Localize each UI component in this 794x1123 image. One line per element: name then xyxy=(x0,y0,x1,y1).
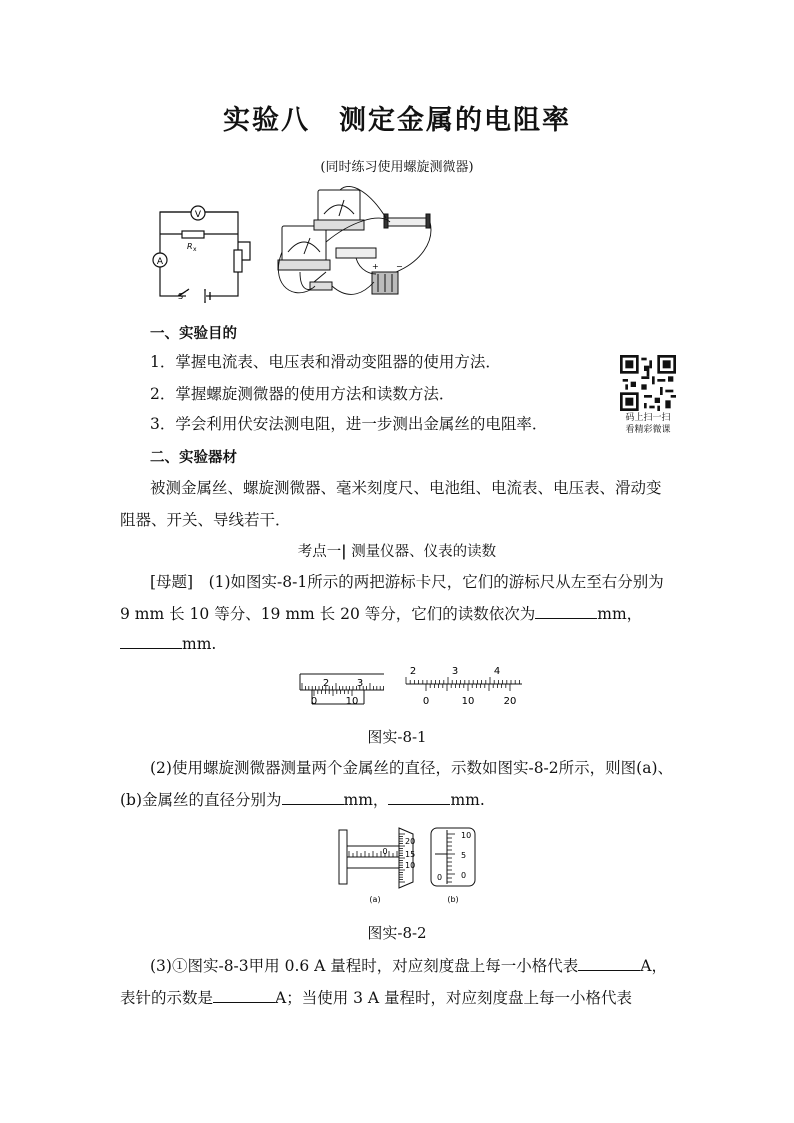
figure-8-1-caption: 图实-8-1 xyxy=(367,728,427,746)
kaodian-label: 考点一 xyxy=(297,544,342,560)
page-title: 实验八 测定金属的电阻率 xyxy=(223,105,571,136)
answer-blank-6[interactable] xyxy=(213,988,275,1003)
fig1-left-main-label-3: 3 xyxy=(356,678,364,689)
fig1-right-vernier-label-0: 0 xyxy=(422,696,430,707)
battery-plus: + xyxy=(372,262,379,271)
figure-8-2-caption: 图实-8-2 xyxy=(367,924,427,942)
answer-blank-2[interactable] xyxy=(120,634,182,649)
battery-minus: − xyxy=(396,262,403,271)
section2-text-line2: 阻器、开关、导线若干． xyxy=(120,511,291,529)
section1-item-1: 1．掌握电流表、电压表和滑动变阻器的使用方法． xyxy=(150,353,501,371)
answer-blank-3[interactable] xyxy=(282,790,344,805)
q3-line2-text-a: 表针的示数是 xyxy=(120,989,214,1007)
fig1-right-main-label-3: 3 xyxy=(451,666,459,677)
experiment-figure xyxy=(150,182,440,307)
fig2a-thimble-label-10: 10 xyxy=(405,861,416,870)
q3-line2-text-b: A；当使用 3 A 量程时，对应刻度盘上每一小格代表 xyxy=(275,989,633,1007)
fig1-left-main-label-2: 2 xyxy=(322,678,330,689)
q1-line3-unit: mm. xyxy=(182,635,217,653)
answer-blank-4[interactable] xyxy=(388,790,450,805)
fig2-label-b: (b) xyxy=(447,895,459,904)
resistor-symbol xyxy=(182,231,204,238)
q3-line1 xyxy=(150,956,667,976)
fig2b-thimble-label-5: 5 xyxy=(461,851,467,860)
kaodian-heading: 考点一| 测量仪器、仪表的读数 xyxy=(297,543,497,560)
q1-line2-text: 9 mm 长 10 等分、19 mm 长 20 等分，它们的读数依次为 xyxy=(120,605,536,623)
fig1-right-main-label-4: 4 xyxy=(493,666,501,677)
fig1-left-vernier-label-10: 10 xyxy=(345,696,359,707)
q3-line1-text: (3)①图实-8-3甲用 0.6 A 量程时，对应刻度盘上每一小格代表 xyxy=(150,957,579,975)
circuit-diagram xyxy=(160,212,238,296)
section1-item-3: 3．学会利用伏安法测电阻，进一步测出金属丝的电阻率． xyxy=(150,415,548,433)
q1-line3 xyxy=(120,634,216,654)
micrometer-figure xyxy=(335,824,485,908)
answer-blank-5[interactable] xyxy=(578,956,640,971)
fig2b-sleeve-label: 0 xyxy=(437,873,443,882)
kaodian-title: 测量仪器、仪表的读数 xyxy=(351,544,497,560)
section1-item-2: 2．掌握螺旋测微器的使用方法和读数方法． xyxy=(150,385,455,403)
page-subtitle: (同时练习使用螺旋测微器) xyxy=(320,160,474,175)
q1-line1: [母题] (1)如图实-8-1所示的两把游标卡尺，它们的游标尺从左至右分别为 xyxy=(150,573,664,591)
q2-line1: (2)使用螺旋测微器测量两个金属丝的直径，示数如图实-8-2所示，则图(a)、 xyxy=(150,759,673,777)
q3-line2 xyxy=(120,988,632,1008)
section2-heading: 二、实验器材 xyxy=(150,450,237,466)
q2-line2-unit-a: mm， xyxy=(343,791,389,809)
ammeter-label: A xyxy=(156,257,164,267)
fig2b-thimble-label-0: 0 xyxy=(461,871,467,880)
qr-caption-line2: 看精彩微课 xyxy=(625,425,671,435)
answer-blank-1[interactable] xyxy=(535,604,597,619)
q2-line2-unit-b: mm. xyxy=(450,791,485,809)
rheostat-symbol xyxy=(234,250,242,272)
fig1-right-main-label-2: 2 xyxy=(409,666,417,677)
voltmeter-label: V xyxy=(194,210,202,220)
section2-text-line1: 被测金属丝、螺旋测微器、毫米刻度尺、电池组、电流表、电压表、滑动变 xyxy=(150,479,662,497)
fig1-right-vernier-label-10: 10 xyxy=(461,696,475,707)
switch-label: S xyxy=(178,292,184,301)
fig2b-thimble-label-10: 10 xyxy=(461,831,472,840)
resistor-label: R xyxy=(187,242,193,251)
fig1-left-vernier-label-0: 0 xyxy=(310,696,318,707)
fig2-label-a: (a) xyxy=(369,895,381,904)
resistor-subscript: x xyxy=(193,246,197,253)
fig1-right-vernier-label-20: 20 xyxy=(503,696,517,707)
fig2a-thimble-label-15: 15 xyxy=(405,850,416,859)
q2-line2 xyxy=(120,790,485,810)
qr-code[interactable] xyxy=(620,355,676,411)
vernier-caliper-figure xyxy=(298,664,528,708)
q3-line1-unit: A， xyxy=(640,957,667,975)
q1-line2-unit: mm， xyxy=(597,605,643,623)
fig2a-thimble-label-20: 20 xyxy=(405,837,416,846)
section1-heading: 一、实验目的 xyxy=(150,326,237,342)
fig2a-sleeve-label: 0 xyxy=(382,847,388,856)
qr-caption-line1: 码上扫一扫 xyxy=(625,413,671,423)
q1-line2 xyxy=(120,604,642,624)
q2-line2-text: (b)金属丝的直径分别为 xyxy=(120,791,282,809)
